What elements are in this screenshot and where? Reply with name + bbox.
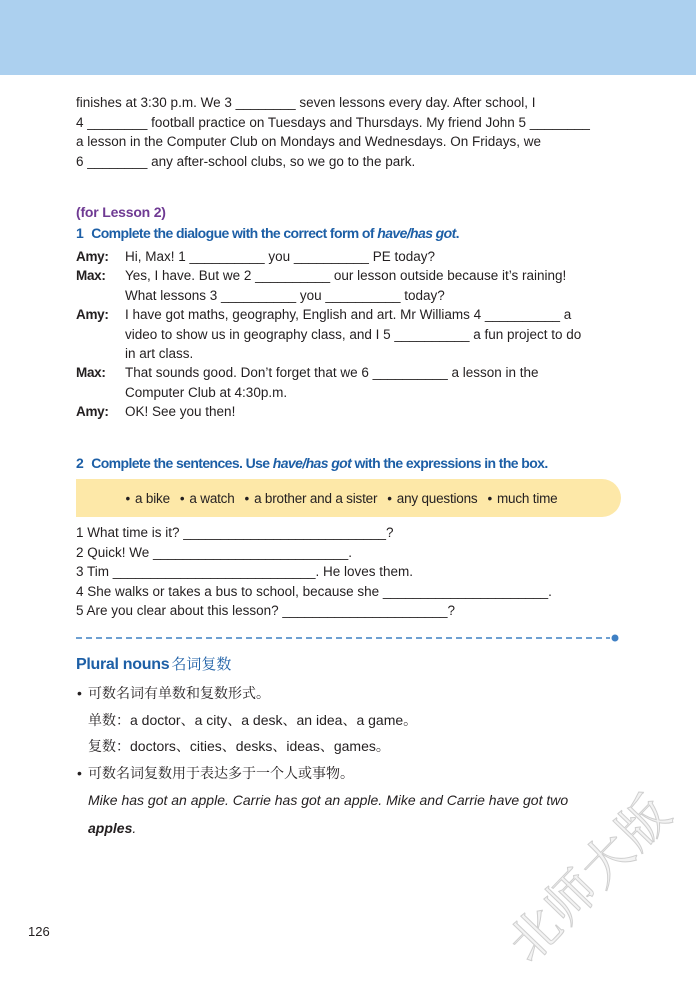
passage [76, 93, 590, 171]
dialogue-turn [76, 305, 581, 363]
speaker-label: Amy: [76, 249, 109, 264]
divider-dot [612, 635, 619, 642]
sentence-item: 4 She walks or takes a bus to school, because she ______________________. [76, 583, 552, 599]
speaker-label: Amy: [76, 307, 109, 323]
grammar-title [76, 654, 231, 676]
grammar-bullet [76, 683, 270, 703]
grammar-bullet-text: 可数名词复数用于表达多于一个人或事物。 [88, 765, 354, 781]
dialogue-turn [76, 363, 581, 402]
passage-line: 4 ________ football practice on Tuesdays and Thursdays. My friend John 5 ________ [76, 114, 590, 130]
dialogue-line: Yes, I have. But we 2 __________ our lesson outside because it’s raining! [125, 268, 567, 284]
expression-item: • much time [487, 491, 557, 506]
dialogue-line: Hi, Max! 1 __________ you __________ PE today? [125, 249, 435, 264]
sentence-list [76, 523, 552, 621]
dialogue-turn [76, 266, 581, 305]
expression-item: • a brother and a sister [245, 491, 378, 506]
example-punctuation: . [132, 820, 137, 836]
exercise-1-instruction [76, 223, 459, 243]
sentence-item: 1 What time is it? ___________________________? [76, 525, 394, 540]
speaker-label: Max: [76, 268, 106, 284]
dialogue-turn [76, 247, 581, 266]
instruction-text: with the expressions in the box. [351, 455, 548, 471]
instruction-text: Complete the sentences. Use [91, 455, 273, 471]
dialogue-line: in art class. [125, 345, 194, 361]
speaker-label: Amy: [76, 404, 109, 420]
dialogue-line: What lessons 3 __________ you __________ today? [125, 287, 445, 303]
dialogue-line: That sounds good. Don’t forget that we 6 __________ a lesson in the [125, 365, 539, 381]
singular-examples: 单数：a doctor、a city、a desk、an idea、a game。 [88, 712, 418, 728]
dialogue-lines [125, 266, 566, 305]
example-highlight: apples [88, 820, 133, 836]
expressions-box [76, 479, 621, 517]
expression-item: • a watch [180, 491, 235, 506]
dialogue-lines [125, 247, 435, 266]
instruction-emphasis: have/has got [272, 455, 352, 471]
dialogue-turn [76, 402, 581, 421]
dialogue-lines [125, 363, 539, 402]
instruction-text: Complete the dialogue with the correct form of [91, 225, 378, 241]
dialogue-line: I have got maths, geography, English and art. Mr Williams 4 __________ a [125, 307, 572, 323]
dialogue-line: video to show us in geography class, and I 5 __________ a fun project to do [125, 326, 582, 342]
section-divider [76, 632, 621, 644]
passage-line: finishes at 3:30 p.m. We 3 ________ seven lessons every day. After school, I [76, 95, 536, 110]
example-sentence: Mike has got an apple. Carrie has got an apple. Mike and Carrie have got two [88, 792, 569, 808]
dialogue-lines [125, 402, 235, 421]
passage-line: a lesson in the Computer Club on Mondays and Wednesdays. On Fridays, we [76, 134, 541, 149]
plural-examples: 复数：doctors、cities、desks、ideas、games。 [88, 738, 390, 754]
example-sentence-end [88, 818, 136, 838]
passage-line: 6 ________ any after-school clubs, so we go to the park. [76, 153, 416, 169]
page-number: 126 [28, 924, 50, 939]
dialogue [76, 247, 581, 422]
bullet-icon: • [77, 765, 82, 781]
expression-item: • any questions [387, 491, 477, 506]
lesson-label: (for Lesson 2) [76, 204, 166, 220]
dialogue-line: OK! See you then! [125, 404, 236, 420]
grammar-bullet [76, 763, 354, 783]
dialogue-lines [125, 305, 581, 363]
grammar-bullet-text: 可数名词有单数和复数形式。 [88, 685, 270, 701]
exercise-2-instruction [76, 453, 548, 473]
speaker-label: Max: [76, 365, 106, 381]
header-band [0, 0, 696, 75]
exercise-number: 1 [76, 225, 84, 241]
dialogue-line: Computer Club at 4:30p.m. [125, 384, 288, 400]
grammar-title-en: Plural nouns [76, 656, 170, 673]
instruction-text: . [455, 225, 459, 241]
grammar-title-cn: 名词复数 [171, 656, 232, 673]
expression-item: • a bike [126, 491, 170, 506]
exercise-number: 2 [76, 455, 84, 471]
instruction-emphasis: have/has got [377, 225, 456, 241]
sentence-item: 3 Tim ___________________________. He loves them. [76, 564, 414, 579]
sentence-item: 5 Are you clear about this lesson? ______________________? [76, 603, 456, 618]
sentence-item: 2 Quick! We __________________________. [76, 544, 352, 560]
bullet-icon: • [77, 685, 82, 701]
watermark: 北师大版 [497, 783, 683, 973]
